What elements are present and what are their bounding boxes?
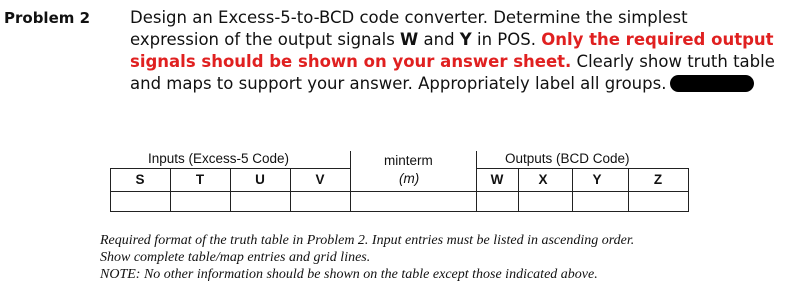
problem-line-1: Design an Excess-5-to-BCD code converter. Determine the simplest	[130, 8, 688, 27]
redaction-mark	[670, 75, 754, 92]
table-line-bottom	[110, 211, 688, 212]
note-line-3: NOTE: No other information should be shown on the table except those indicated above.	[100, 267, 598, 282]
column-header-x: X	[538, 172, 548, 187]
table-line-under-columns	[110, 191, 688, 192]
minterm-header: minterm	[384, 153, 433, 168]
problem-line-2	[130, 29, 810, 51]
problem-line-3	[130, 51, 810, 73]
table-divider-w-x	[518, 168, 519, 212]
problem-label: Problem 2	[4, 9, 91, 27]
line2-and: and	[418, 30, 460, 49]
table-divider-t-u	[230, 168, 231, 212]
table-border-left	[110, 168, 111, 212]
required-output-note-2: signals should be shown on your answer sheet.	[130, 52, 572, 71]
column-header-v: V	[315, 172, 325, 187]
signal-y: Y	[459, 30, 472, 49]
note-line-2: Show complete table/map entries and grid lines.	[100, 250, 371, 265]
note-line-1: Required format of the truth table in Problem 2. Input entries must be listed in ascending order.	[100, 233, 635, 248]
table-divider-y-z	[628, 168, 629, 212]
column-header-t: T	[195, 172, 205, 187]
line3-suffix: Clearly show truth table	[571, 52, 775, 71]
column-header-y: Y	[592, 172, 602, 187]
table-divider-v-minterm	[350, 151, 351, 212]
minterm-sub-header: (m)	[399, 171, 420, 186]
signal-w: W	[400, 30, 419, 49]
column-header-z: Z	[653, 172, 663, 187]
problem-line-4	[130, 73, 810, 95]
column-header-u: U	[255, 172, 265, 187]
inputs-header: Inputs (Excess-5 Code)	[148, 151, 290, 166]
line2-prefix: expression of the output signals	[130, 30, 401, 49]
required-output-note-1: Only the required output	[541, 30, 774, 49]
table-divider-minterm-w	[476, 151, 477, 212]
outputs-header: Outputs (BCD Code)	[505, 151, 630, 166]
column-header-w: W	[490, 172, 504, 187]
table-notes	[100, 232, 800, 283]
line4-text: and maps to support your answer. Appropriately label all groups.	[130, 74, 667, 93]
table-divider-x-y	[572, 168, 573, 212]
problem-statement	[130, 7, 810, 95]
line2-suffix: in POS.	[471, 30, 542, 49]
column-header-s: S	[135, 172, 145, 187]
table-line-under-groups-out	[476, 168, 688, 169]
table-border-right	[688, 168, 689, 212]
table-divider-u-v	[290, 168, 291, 212]
table-divider-s-t	[170, 168, 171, 212]
